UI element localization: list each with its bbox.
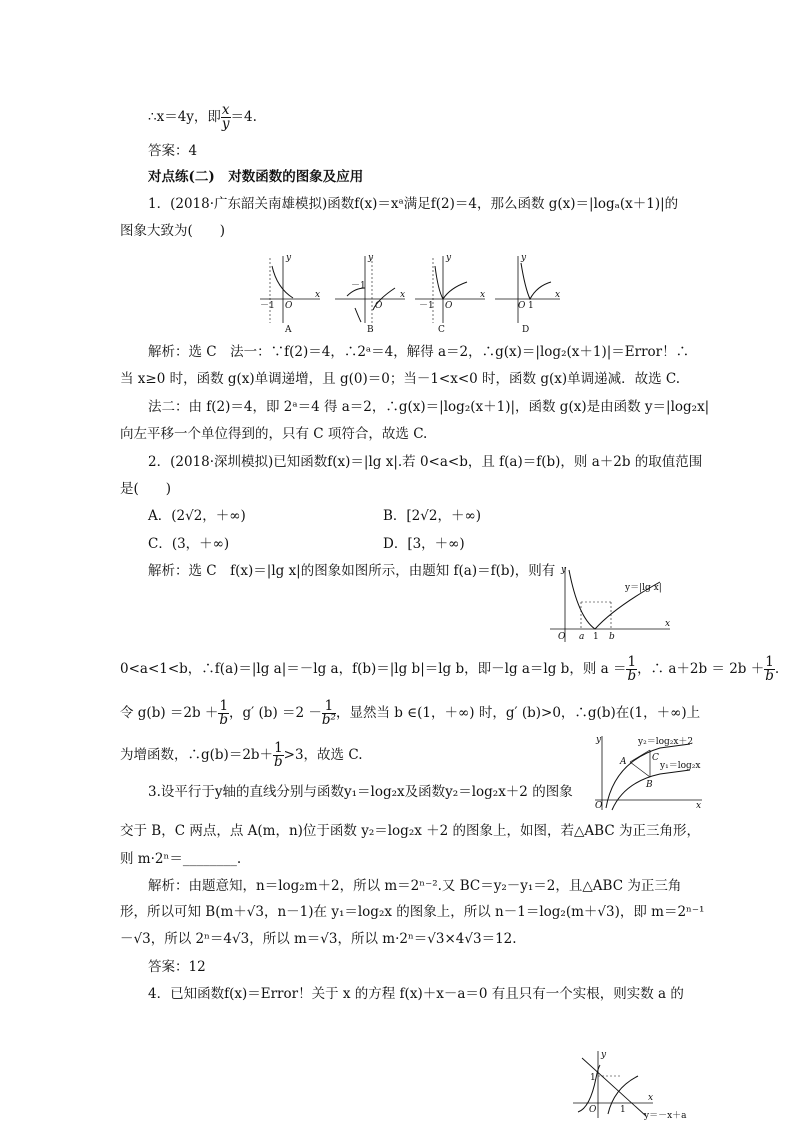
graph-d-x-label: x xyxy=(555,290,561,300)
figure-line-curve xyxy=(568,1048,688,1120)
graph-b-origin: O xyxy=(375,301,383,311)
question-1-line-1: 1．(2018·广东韶关南雄模拟)函数f(x)＝xᵃ满足f(2)＝4，那么函数 g(x)＝|logₐ(x＋1)|的 xyxy=(148,196,679,212)
fraction-1-over-b-3 xyxy=(218,700,229,727)
text-gt3: >3，故选 C. xyxy=(283,747,363,763)
fig3-y2-label: y₂＝log₂x＋2 xyxy=(638,737,694,747)
graph-b xyxy=(335,253,405,335)
fraction-numerator: x xyxy=(221,102,230,118)
text-ineq: 0<a<1<b，∴f(a)＝|lg a|＝－lg a，f(b)＝|lg b|＝lg b，即－lg a＝lg b，则 a ＝ xyxy=(120,661,627,677)
graph-b-x-label: x xyxy=(400,290,406,300)
fraction-x-over-y xyxy=(221,104,231,131)
solution-2-line-2 xyxy=(120,656,779,683)
fraction-denominator: y xyxy=(221,116,230,132)
num: 1 xyxy=(219,698,229,714)
num: 1 xyxy=(274,740,283,756)
question-3-line-3: 则 m·2ⁿ＝________. xyxy=(120,851,242,867)
num: 1 xyxy=(765,654,774,670)
graph-c xyxy=(415,253,485,335)
answer-3: 答案：12 xyxy=(148,959,206,975)
graph-a-y-label: y xyxy=(286,253,292,263)
fig3-y-label: y xyxy=(596,735,602,745)
den: b xyxy=(219,712,229,728)
den: b xyxy=(274,754,283,770)
num: 1 xyxy=(322,700,336,714)
solution-2-line-3 xyxy=(120,700,700,727)
fig2-x-label: x xyxy=(665,619,671,629)
fig2-y-label: y xyxy=(561,565,567,575)
figure-abs-lg xyxy=(545,562,675,646)
graph-d xyxy=(495,253,560,335)
solution-3-line-2: 形，所以可知 B(m＋√3，n－1)在 y₁＝log₂x 的图象上，所以 n－1＝log₂(m＋√3)，即 m＝2ⁿ⁻¹ xyxy=(120,904,705,920)
fig4-one-y: 1 xyxy=(590,1073,596,1083)
graph-d-label: D xyxy=(522,325,530,335)
graph-c-origin: O xyxy=(445,301,453,311)
graph-d-one: 1 xyxy=(528,301,534,311)
graph-a xyxy=(260,253,320,335)
text-gprime: ，g′ (b) ＝2 － xyxy=(229,705,322,721)
text-period: . xyxy=(774,661,780,677)
graph-c-y-label: y xyxy=(446,253,452,263)
solution-2-line-4 xyxy=(120,742,363,769)
question-4-line-1: 4．已知函数f(x)＝Error！关于 x 的方程 f(x)＋x－a＝0 有且只有一个实根，则实数 a 的 xyxy=(148,986,684,1002)
graphs-abcd xyxy=(255,248,575,338)
text-g-incr: 为增函数，∴g(b)＝2b＋ xyxy=(120,747,274,763)
question-1-line-2: 图象大致为( ) xyxy=(120,223,226,239)
text-sum: ，∴ a＋2b ＝ 2b ＋ xyxy=(637,661,765,677)
graph-d-origin: O xyxy=(518,301,526,311)
question-2-line-1: 2．(2018·深圳模拟)已知函数f(x)＝|lg x|.若 0<a<b，且 f(a)＝f(b)，则 a＋2b 的取值范围 xyxy=(148,454,703,470)
solution-1-line-4: 向左平移一个单位得到的，只有 C 项符合，故选 C. xyxy=(120,426,428,442)
graph-d-y-label: y xyxy=(521,253,527,263)
option-c: C．(3，＋∞) xyxy=(148,536,230,552)
graph-b-neg-one: －1 xyxy=(351,281,366,291)
graph-c-label: C xyxy=(438,325,445,335)
graph-b-y-label: y xyxy=(368,253,374,263)
fraction-1-over-b-4 xyxy=(273,742,284,769)
text-increasing: ，显然当 b ∈(1，＋∞) 时，g′ (b)>0，∴g(b)在(1，＋∞)上 xyxy=(335,705,701,721)
fraction-1-over-b2 xyxy=(322,700,336,727)
fig3-x-label: x xyxy=(696,801,702,811)
solution-2-line-1: 解析：选 C f(x)＝|lg x|的图象如图所示，由题知 f(a)＝f(b)，则有 xyxy=(148,563,556,579)
text-result: ∴x＝4y，即 xyxy=(148,109,221,125)
question-2-line-2: 是( ) xyxy=(120,481,172,497)
section-heading: 对点练(二) 对数函数的图象及应用 xyxy=(148,169,364,185)
graph-c-x-label: x xyxy=(480,290,486,300)
fig4-y-label: y xyxy=(601,1050,607,1060)
fig2-b: b xyxy=(609,632,615,642)
option-a: A．(2√2，＋∞) xyxy=(148,508,246,524)
text-equals-4: ＝4. xyxy=(230,109,257,125)
num: 1 xyxy=(627,654,637,670)
fig2-curve-label: y＝|lg x| xyxy=(625,583,662,593)
fig4-one-x: 1 xyxy=(620,1105,626,1115)
question-3-line-2: 交于 B，C 两点，点 A(m，n)位于函数 y₂＝log₂x ＋2 的图象上，如图，若△ABC 为正三角形， xyxy=(120,823,700,839)
fig4-x-label: x xyxy=(648,1093,654,1103)
fig4-line-label: y＝－x＋a xyxy=(644,1111,687,1120)
fig3-y1-label: y₁＝log₂x xyxy=(660,761,701,771)
fig2-a: a xyxy=(579,632,585,642)
graph-a-label: A xyxy=(285,325,292,335)
den: b xyxy=(627,668,637,684)
fig2-one: 1 xyxy=(593,632,599,642)
fig3-point-a: A xyxy=(620,757,627,767)
graph-b-label: B xyxy=(367,325,374,335)
solution-1-line-1: 解析：选 C 法一：∵f(2)＝4，∴2ᵃ＝4，解得 a＝2，∴g(x)＝|log₂(x＋1)|＝Error！∴ xyxy=(148,344,690,360)
fig3-point-b: B xyxy=(646,780,653,790)
text-g: 令 g(b) ＝2b ＋ xyxy=(120,705,219,721)
fig4-origin: O xyxy=(589,1105,597,1115)
question-3-line-1: 3.设平行于y轴的直线分别与函数y₁＝log₂x及函数y₂＝log₂x＋2 的图象 xyxy=(148,784,573,800)
graph-c-neg-one: －1 xyxy=(419,301,434,311)
fig3-point-c: C xyxy=(652,753,659,763)
graph-a-x-label: x xyxy=(315,290,321,300)
option-b: B．[2√2，＋∞) xyxy=(383,508,481,524)
solution-3-line-3: －√3，所以 2ⁿ＝4√3，所以 m＝√3，所以 m·2ⁿ＝√3×4√3＝12. xyxy=(120,931,517,947)
fraction-1-over-b xyxy=(626,656,637,683)
solution-1-line-3: 法二：由 f(2)＝4，即 2ᵃ＝4 得 a＝2，∴g(x)＝|log₂(x＋1)|，函数 g(x)是由函数 y＝|log₂x| xyxy=(148,399,710,415)
graph-a-origin: O xyxy=(285,301,293,311)
fig2-origin: O xyxy=(558,632,566,642)
solution-3-line-1: 解析：由题意知，n＝log₂m＋2，所以 m＝2ⁿ⁻².又 BC＝y₂－y₁＝2，且△ABC 为正三角 xyxy=(148,878,682,894)
figure-log-curves xyxy=(590,732,710,812)
den: b² xyxy=(321,712,336,728)
solution-1-line-2: 当 x≥0 时，函数 g(x)单调递增，且 g(0)＝0；当－1<x<0 时，函数 g(x)单调递减．故选 C. xyxy=(120,371,681,387)
line-result-x4y xyxy=(148,104,257,131)
option-d: D．[3，＋∞) xyxy=(383,536,465,552)
fig3-origin: O xyxy=(595,801,603,811)
fraction-1-over-b-2 xyxy=(764,656,775,683)
graph-a-neg-one: －1 xyxy=(260,301,275,311)
den: b xyxy=(765,668,774,684)
answer-1: 答案：4 xyxy=(148,143,198,159)
